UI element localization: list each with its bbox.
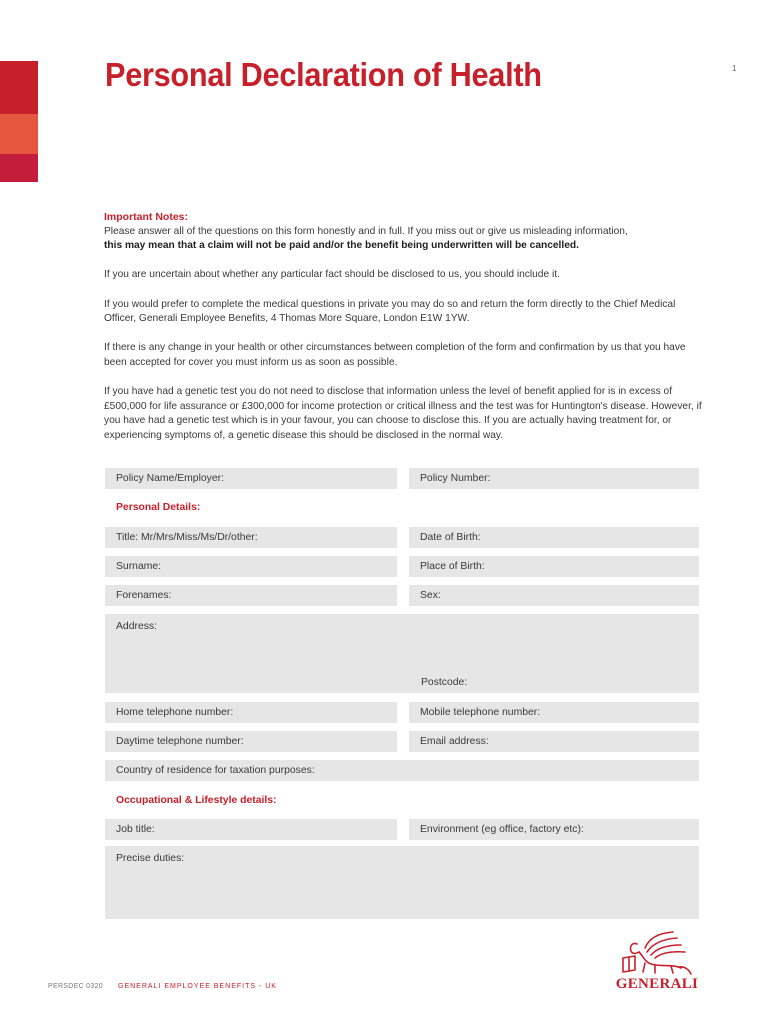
notes-paragraph-5: If you have had a genetic test you do not need to disclose that information unless the level of benefit applied for is in excess of £500,000 for life assurance or £300,000 for income protection or critical illness and the test was for Huntington's disease. However, if you have had a genetic test which is in your favour, you can choose to disclose this. If you are actually having treatment for, or experiencing symptoms of, a genetic disease this should be disclosed in the normal way. [104, 386, 702, 441]
email-label: Email address: [420, 736, 489, 747]
forenames-field[interactable] [105, 585, 397, 606]
important-notes [104, 210, 704, 458]
notes-p1-warning: this may mean that a claim will not be paid and/or the benefit being underwritten will be cancelled. [104, 240, 579, 252]
accent-bar-top [0, 61, 38, 114]
email-field[interactable] [409, 731, 699, 752]
page-title: Personal Declaration of Health [105, 56, 542, 93]
page-number: 1 [732, 64, 737, 73]
address-label: Address: [116, 621, 158, 632]
job-title-field[interactable] [105, 819, 397, 840]
notes-paragraph-1 [104, 225, 704, 254]
logo-wordmark: GENERALI [615, 976, 699, 992]
title-label: Title: Mr/Mrs/Miss/Ms/Dr/other: [116, 532, 258, 543]
notes-paragraph-3: If you would prefer to complete the medical questions in private you may do so and return the form directly to the Chief Medical Officer, Generali Employee Benefits, 4 Thomas More Square, London E1W 1YW. [104, 298, 676, 325]
forenames-label: Forenames: [116, 590, 172, 601]
job-title-label: Job title: [116, 824, 155, 835]
date-of-birth-field[interactable] [409, 527, 699, 548]
environment-field[interactable] [409, 819, 699, 840]
winged-lion-icon [615, 930, 699, 976]
generali-logo [615, 930, 699, 992]
policy-number-label: Policy Number: [420, 473, 491, 484]
accent-bar-middle [0, 114, 38, 154]
precise-duties-label: Precise duties: [116, 853, 185, 864]
accent-bar-bottom [0, 154, 38, 182]
notes-heading: Important Notes: [104, 211, 188, 223]
place-of-birth-field[interactable] [409, 556, 699, 577]
country-tax-label: Country of residence for taxation purposes: [116, 765, 315, 776]
home-phone-label: Home telephone number: [116, 707, 234, 718]
sex-field[interactable] [409, 585, 699, 606]
personal-details-heading: Personal Details: [116, 502, 201, 513]
precise-duties-field[interactable] [105, 846, 699, 919]
place-of-birth-label: Place of Birth: [420, 561, 485, 572]
policy-number-field[interactable] [409, 468, 699, 489]
mobile-phone-label: Mobile telephone number: [420, 707, 541, 718]
notes-paragraph-4: If there is any change in your health or other circumstances between completion of the form and confirmation by us that you have been accepted for cover you must inform us as soon as possible. [104, 342, 686, 368]
daytime-phone-field[interactable] [105, 731, 397, 752]
footer-brand: GENERALI EMPLOYEE BENEFITS - UK [118, 983, 277, 990]
policy-name-field[interactable] [105, 468, 397, 489]
notes-p1-text: Please answer all of the questions on this form honestly and in full. If you miss out or give us misleading information, [104, 225, 628, 237]
address-field[interactable] [105, 614, 699, 693]
sex-label: Sex: [420, 590, 441, 601]
daytime-phone-label: Daytime telephone number: [116, 736, 244, 747]
policy-name-label: Policy Name/Employer: [116, 473, 224, 484]
form-code: PERSDEC 0320 [48, 983, 103, 990]
occupational-heading: Occupational & Lifestyle details: [116, 795, 277, 806]
title-field[interactable] [105, 527, 397, 548]
environment-label: Environment (eg office, factory etc): [420, 824, 584, 835]
surname-label: Surname: [116, 561, 162, 572]
postcode-label: Postcode: [421, 677, 468, 688]
date-of-birth-label: Date of Birth: [420, 532, 481, 543]
country-tax-field[interactable] [105, 760, 699, 781]
mobile-phone-field[interactable] [409, 702, 699, 723]
notes-paragraph-2: If you are uncertain about whether any particular fact should be disclosed to us, you should include it. [104, 269, 560, 281]
surname-field[interactable] [105, 556, 397, 577]
home-phone-field[interactable] [105, 702, 397, 723]
